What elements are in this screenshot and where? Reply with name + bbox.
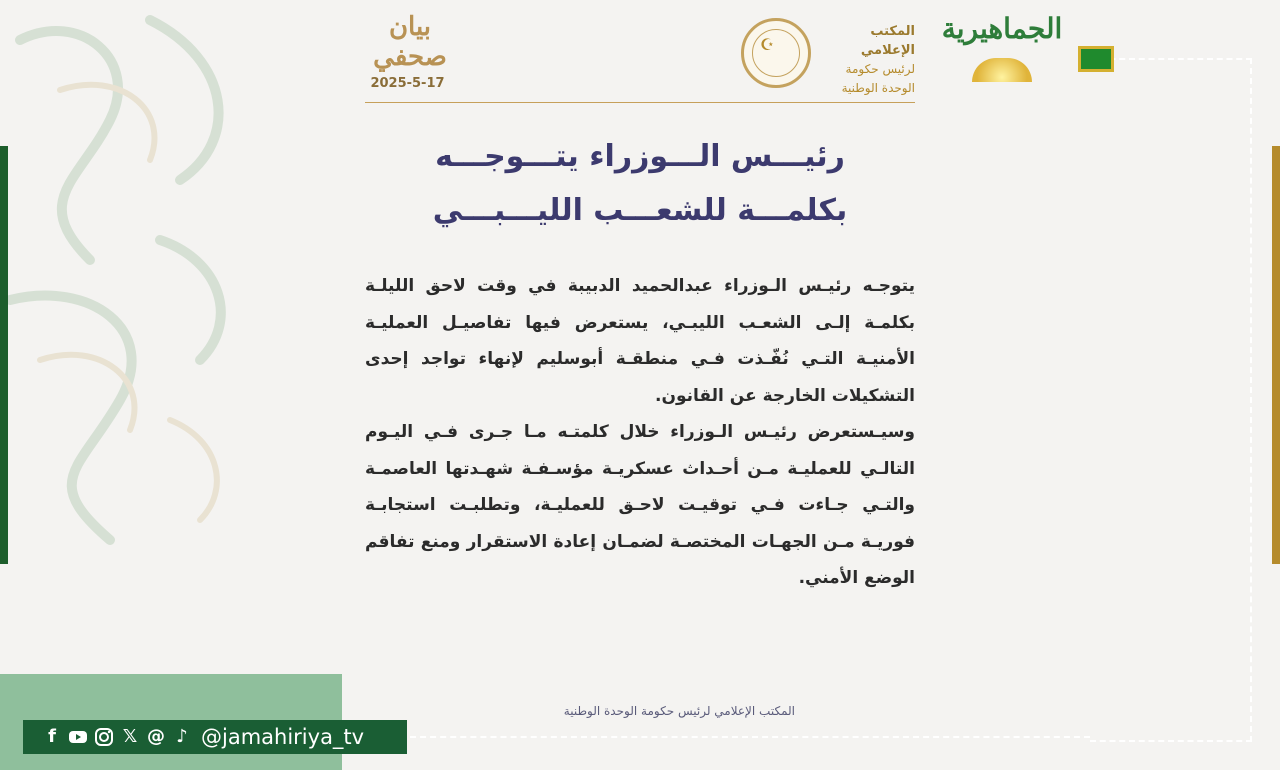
facebook-icon[interactable]: f	[48, 726, 56, 747]
right-accent-bar	[1272, 146, 1280, 564]
ornament-background-icon	[0, 0, 260, 560]
youtube-icon[interactable]	[67, 726, 89, 748]
footer-note: المكتب الإعلامي لرئيس حكومة الوحدة الوطنية	[563, 704, 795, 718]
office-name-line2: لرئيس حكومة	[845, 62, 915, 76]
crescent-star-icon: ☪	[760, 35, 775, 54]
x-icon[interactable]: 𝕏	[122, 726, 138, 747]
dashed-frame	[1090, 58, 1252, 742]
press-release-word: بيان صحفي	[373, 12, 447, 72]
body-paragraph-2: وسيـستعرض رئيـس الـوزراء خلال كلمتـه مـا جـرى فـي اليـوم التالـي للعمليـة مـن أحـداث عسكريـة مؤسـفـة شهـدتها العاصمـة والتـي جـاءت فـي توقيـت لاحـق للعمليـة، وتطلبـت استجابـة فوريـة مـن الجهـات المختصـة لضمـان إعادة الاستقرار ومنع تفاقم الوضع الأمني.	[365, 422, 915, 588]
header	[365, 10, 915, 103]
dome-icon	[972, 58, 1032, 82]
tiktok-icon[interactable]: ♪	[176, 726, 188, 747]
body-paragraph-1: يتوجـه رئيـس الـوزراء عبدالحميد الدبيبة في وقت لاحق الليلـة بكلمـة إلـى الشعـب الليبـي، يستعرض فيها تفاصيـل العمليـة الأمنيـة التـي نُفّـذت فـي منطقـة أبوسليم لإنهاء تواجد إحدى التشكيلات الخارجة عن القانون.	[365, 276, 915, 406]
threads-icon[interactable]: @	[147, 726, 165, 747]
dashed-frame-bottom	[410, 736, 1090, 738]
instagram-icon[interactable]	[93, 726, 115, 748]
office-name-line3: الوحدة الوطنية	[841, 81, 915, 95]
left-accent-bar	[0, 146, 8, 564]
office-name	[815, 22, 915, 98]
social-handle[interactable]: @jamahiriya_tv	[201, 725, 365, 749]
page-title	[365, 130, 915, 238]
government-seal-icon	[741, 18, 811, 88]
flag-icon	[1078, 46, 1114, 72]
logo-text: الجماهيرية	[941, 12, 1063, 45]
title-line1: رئيـــس الـــوزراء يتـــوجـــه	[435, 139, 845, 174]
office-name-line1: المكتب الإعلامي	[860, 24, 915, 58]
title-line2: بكلمـــة للشعـــب الليـــبـــي	[432, 193, 848, 228]
jamahiriya-logo-icon	[932, 8, 1072, 78]
press-release-body	[365, 268, 915, 597]
social-bar	[23, 720, 407, 754]
press-release-date: 2025-5-17	[370, 76, 445, 91]
